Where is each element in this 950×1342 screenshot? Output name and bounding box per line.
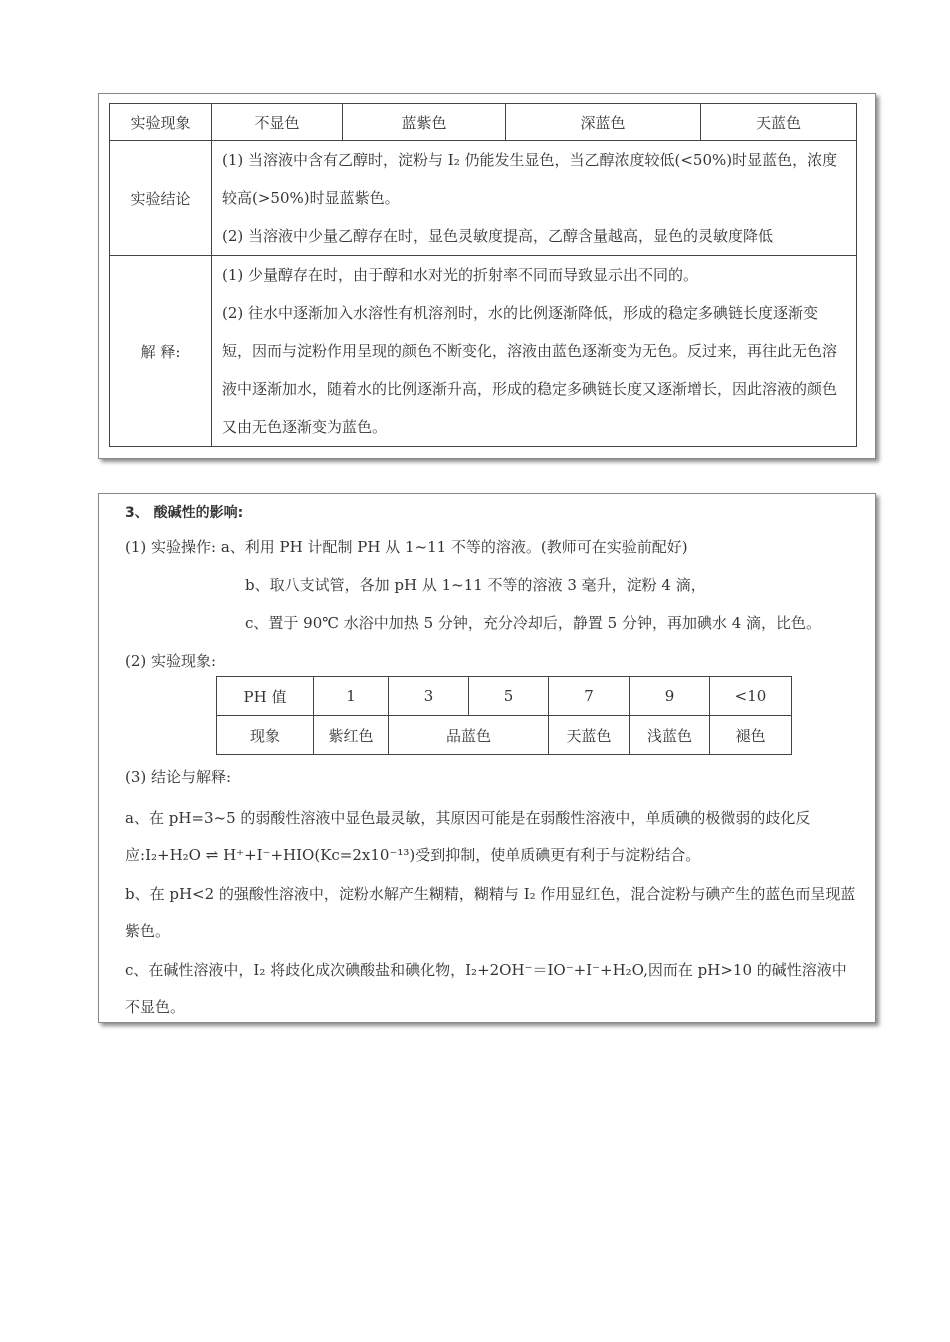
conclusion-row xyxy=(110,141,857,256)
ph-value-cell: <10 xyxy=(710,677,792,716)
row-label-phenomenon: 实验现象 xyxy=(110,104,212,141)
conclusion-b: b、在 pH<2 的强酸性溶液中，淀粉水解产生糊精，糊精与 I₂ 作用显红色，混合淀粉与碘产生的蓝色而呈现蓝紫色。 xyxy=(125,885,856,940)
cell-no-color: 不显色 xyxy=(212,104,343,141)
conclusion-c-text-end: 因而在 pH>10 的碱性溶液中不显色。 xyxy=(125,961,847,1016)
cell-deep-blue: 深蓝色 xyxy=(506,104,701,141)
result-cell: 品蓝色 xyxy=(389,716,549,755)
conclusion-a-formula: I₂+H₂O ⇌ H⁺+I⁻+HIO(Kc=2x10⁻¹³) xyxy=(145,846,416,864)
ethanol-effect-table xyxy=(109,103,857,447)
ph-result-row xyxy=(217,716,792,755)
conclusion-paragraph-1: (1) 当溶液中含有乙醇时，淀粉与 I₂ 仍能发生显色，当乙醇浓度较低(<50%)时显蓝色，浓度较高(>50%)时显蓝紫色。 xyxy=(222,151,838,207)
phenomenon-row xyxy=(110,104,857,141)
ph-value-row xyxy=(217,677,792,716)
operation-step-a: (1) 实验操作: a、利用 PH 计配制 PH 从 1~11 不等的溶液。(教师可在实验前配好) xyxy=(125,538,688,556)
operation-step-c: c、置于 90℃ 水浴中加热 5 分钟，充分冷却后，静置 5 分钟，再加碘水 4 滴，比色。 xyxy=(245,614,822,632)
conclusion-c xyxy=(125,952,859,1026)
conclusion-title: (3) 结论与解释: xyxy=(125,768,232,786)
explanation-content xyxy=(212,256,857,447)
explanation-paragraph-2: (2) 往水中逐渐加入水溶性有机溶剂时，水的比例逐渐降低，形成的稳定多碘链长度逐渐变短，因而与淀粉作用呈现的颜色不断变化，溶液由蓝色逐渐变为无色。反过来，再往此无色溶液中逐渐加水，随着水的比例逐渐升高，形成的稳定多碘链长度又逐渐增长，因此溶液的颜色又由无色逐渐变为蓝色。 xyxy=(222,304,838,436)
operation-step-b: b、取八支试管，各加 pH 从 1~11 不等的溶液 3 毫升，淀粉 4 滴， xyxy=(245,576,706,594)
ph-value-cell: 5 xyxy=(469,677,549,716)
ph-value-cell: 3 xyxy=(389,677,469,716)
row-label-conclusion: 实验结论 xyxy=(110,141,212,256)
result-cell: 紫红色 xyxy=(314,716,389,755)
conclusion-c-formula: I₂+2OH⁻＝IO⁻+I⁻+H₂O, xyxy=(465,961,648,979)
ph-value-cell: 1 xyxy=(314,677,389,716)
phenomenon-title: (2) 实验现象: xyxy=(125,652,217,670)
ph-table xyxy=(216,676,792,755)
explanation-row xyxy=(110,256,857,447)
conclusion-paragraph-2: (2) 当溶液中少量乙醇存在时，显色灵敏度提高，乙醇含量越高，显色的灵敏度降低 xyxy=(222,227,774,245)
result-cell: 褪色 xyxy=(710,716,792,755)
conclusion-a-text: a、在 pH=3~5 的弱酸性溶液中显色最灵敏，其原因可能是在弱酸性溶液中，单质碘的极微弱的歧化反应: xyxy=(125,809,811,864)
result-row-label: 现象 xyxy=(217,716,314,755)
ph-row-label: PH 值 xyxy=(217,677,314,716)
result-cell: 浅蓝色 xyxy=(630,716,710,755)
conclusion-c-text: c、在碱性溶液中，I₂ 将歧化成次碘酸盐和碘化物， xyxy=(125,961,466,979)
explanation-paragraph-1: (1) 少量醇存在时，由于醇和水对光的折射率不同而导致显示出不同的。 xyxy=(222,266,699,284)
result-cell: 天蓝色 xyxy=(549,716,630,755)
experiment-table-card xyxy=(98,93,876,459)
conclusion-content xyxy=(212,141,857,256)
cell-sky-blue: 天蓝色 xyxy=(701,104,857,141)
acidity-section-card xyxy=(98,493,876,1023)
row-label-explanation: 解 释: xyxy=(110,256,212,447)
conclusion-a-text-end: 受到抑制，使单质碘更有利于与淀粉结合。 xyxy=(415,846,701,864)
ph-value-cell: 9 xyxy=(630,677,710,716)
ph-value-cell: 7 xyxy=(549,677,630,716)
section-title: 3、 酸碱性的影响: xyxy=(125,505,244,521)
conclusion-a xyxy=(125,800,859,874)
cell-blue-purple: 蓝紫色 xyxy=(343,104,506,141)
